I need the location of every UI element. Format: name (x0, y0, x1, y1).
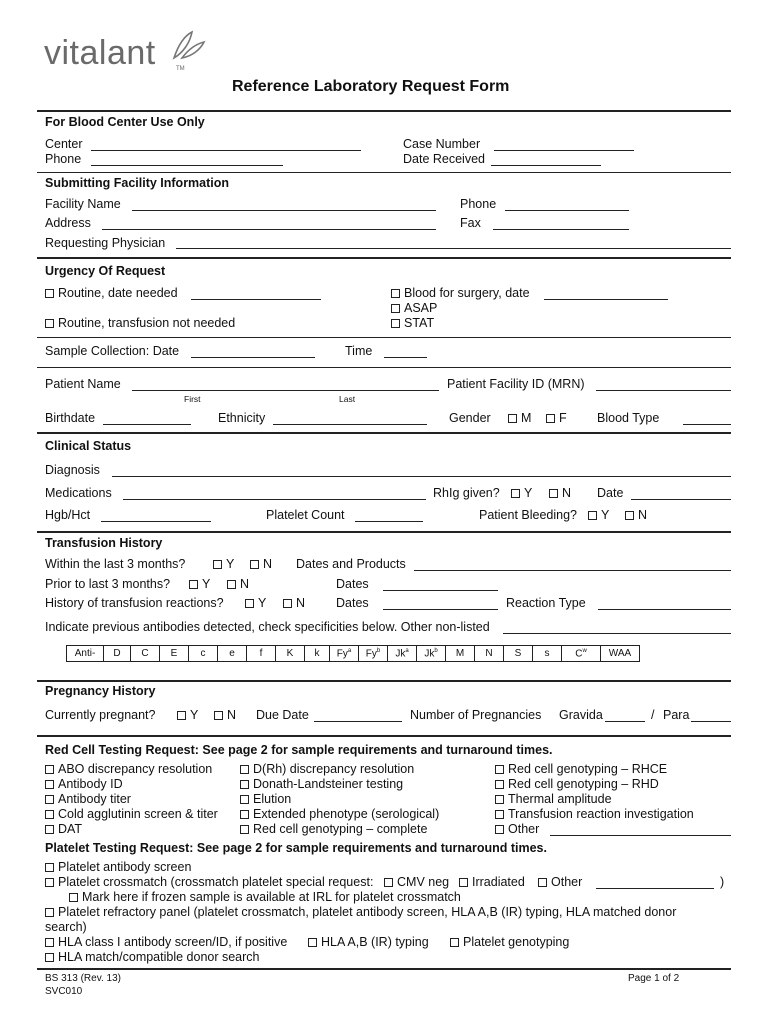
prior3-yes-checkbox[interactable]: Y (189, 577, 210, 591)
red-cell-other-field[interactable] (550, 835, 731, 836)
red-cell-test-checkbox[interactable]: Elution (240, 792, 439, 807)
divider (37, 531, 731, 533)
section-heading-platelet: Platelet Testing Request: See page 2 for sample requirements and turnaround times. (45, 841, 547, 855)
prior-dates-label: Dates (336, 577, 369, 591)
rhig-yes-checkbox[interactable]: Y (511, 486, 532, 500)
red-cell-col1 (45, 762, 218, 837)
reaction-dates-label: Dates (336, 596, 369, 610)
prior3-no-checkbox[interactable]: N (227, 577, 249, 591)
page-number: Page 1 of 2 (628, 973, 680, 984)
stat-checkbox[interactable]: STAT (391, 316, 434, 330)
divider (37, 337, 731, 338)
center-label: Center (45, 137, 83, 151)
divider (37, 735, 731, 737)
antibody-cell[interactable]: Jk$^b$ (417, 646, 446, 662)
platelet-count-label: Platelet Count (266, 508, 345, 522)
red-cell-col2 (240, 762, 439, 837)
antibody-cell[interactable]: C (131, 646, 160, 662)
case-number-field[interactable] (494, 150, 634, 151)
bleeding-no-checkbox[interactable]: N (625, 508, 647, 522)
due-date-field[interactable] (314, 721, 402, 722)
num-pregnancies-label: Number of Pregnancies (410, 708, 542, 722)
reaction-type-label: Reaction Type (506, 596, 586, 610)
currently-pregnant-label: Currently pregnant? (45, 708, 156, 722)
last3-no-checkbox[interactable]: N (250, 557, 272, 571)
antibody-table (66, 645, 640, 662)
center-field[interactable] (91, 150, 361, 151)
surgery-checkbox[interactable]: Blood for surgery, date (391, 286, 530, 300)
antibody-cell[interactable]: Fy$^a$ (330, 646, 359, 662)
antibody-cell[interactable]: e (218, 646, 247, 662)
last-name-caption: Last (339, 394, 356, 404)
red-cell-test-checkbox[interactable]: DAT (45, 822, 218, 837)
routine-date-checkbox[interactable]: Routine, date needed (45, 286, 178, 300)
red-cell-col3 (495, 762, 694, 837)
platelet-genotyping-checkbox[interactable]: Platelet genotyping (450, 935, 569, 949)
physician-label: Requesting Physician (45, 236, 166, 250)
surgery-date-field[interactable] (544, 299, 668, 300)
red-cell-test-checkbox[interactable]: Transfusion reaction investigation (495, 807, 694, 822)
case-number-label: Case Number (403, 137, 481, 151)
pregnant-no-checkbox[interactable]: N (214, 708, 236, 722)
antibody-cell[interactable]: S (504, 646, 533, 662)
divider (37, 257, 731, 259)
trademark: TM (176, 66, 185, 72)
antibodies-label: Indicate previous antibodies detected, check specificities below. Other non-listed (45, 620, 490, 634)
rhig-no-checkbox[interactable]: N (549, 486, 571, 500)
sample-time-label: Time (345, 344, 373, 358)
gravida-field[interactable] (605, 721, 645, 722)
facility-name-label: Facility Name (45, 197, 121, 211)
red-cell-test-checkbox[interactable]: Red cell genotyping – RHCE (495, 762, 694, 777)
hla-match-checkbox[interactable]: HLA match/compatible donor search (45, 950, 260, 964)
table-row (67, 646, 640, 662)
antibody-cell[interactable]: $C^w$ (562, 646, 601, 662)
refractory-panel-cont: search) (45, 920, 87, 934)
gender-m-checkbox[interactable]: M (508, 411, 531, 425)
medications-field[interactable] (123, 499, 426, 500)
prior3-label: Prior to last 3 months? (45, 577, 171, 591)
routine-date-field[interactable] (191, 299, 321, 300)
section-heading-facility: Submitting Facility Information (45, 176, 230, 190)
facility-phone-label: Phone (460, 197, 497, 211)
vitalant-logo: vitalant (44, 34, 156, 72)
red-cell-test-checkbox[interactable]: Thermal amplitude (495, 792, 694, 807)
facility-name-field[interactable] (132, 210, 436, 211)
divider (37, 110, 731, 112)
gender-f-checkbox[interactable]: F (546, 411, 567, 425)
center-phone-field[interactable] (91, 165, 283, 166)
reaction-dates-field[interactable] (383, 609, 498, 610)
section-heading-urgency: Urgency Of Request (45, 264, 166, 278)
section-heading-clinical: Clinical Status (45, 439, 132, 453)
antibody-cell[interactable]: k (305, 646, 330, 662)
platelet-count-field[interactable] (355, 521, 423, 522)
red-cell-test-checkbox[interactable]: Antibody ID (45, 777, 218, 792)
due-date-label: Due Date (256, 708, 309, 722)
diagnosis-label: Diagnosis (45, 463, 100, 477)
antibody-cell[interactable]: WAA (601, 646, 640, 662)
hgb-label: Hgb/Hct (45, 508, 91, 522)
leaf-logo-icon (170, 28, 208, 62)
platelet-other-field[interactable] (596, 888, 714, 889)
divider (37, 680, 731, 682)
dates-products-label: Dates and Products (296, 557, 406, 571)
antibody-cell[interactable]: E (160, 646, 189, 662)
section-heading-blood-center: For Blood Center Use Only (45, 115, 205, 129)
physician-field[interactable] (176, 248, 731, 249)
divider (37, 432, 731, 434)
platelet-other-checkbox[interactable]: Other (538, 875, 582, 889)
asap-checkbox[interactable]: ASAP (391, 301, 437, 315)
birthdate-label: Birthdate (45, 411, 96, 425)
first-name-caption: First (184, 394, 201, 404)
antibody-cell[interactable]: D (104, 646, 131, 662)
hla-class-i-checkbox[interactable]: HLA class I antibody screen/ID, if positive (45, 935, 287, 949)
divider (37, 367, 731, 368)
mrn-label: Patient Facility ID (MRN) (447, 377, 585, 391)
mrn-field[interactable] (596, 390, 731, 391)
gender-label: Gender (449, 411, 491, 425)
blood-type-field[interactable] (683, 424, 731, 425)
red-cell-test-checkbox[interactable]: Cold agglutinin screen & titer (45, 807, 218, 822)
form-number: BS 313 (Rev. 13) (45, 973, 121, 984)
antibody-cell[interactable]: Jk$^a$ (388, 646, 417, 662)
hla-ab-typing-checkbox[interactable]: HLA A,B (IR) typing (308, 935, 429, 949)
facility-phone-field[interactable] (505, 210, 629, 211)
antibody-cell[interactable]: Fy$^b$ (359, 646, 388, 662)
bleeding-label: Patient Bleeding? (479, 508, 577, 522)
irradiated-checkbox[interactable]: Irradiated (459, 875, 525, 889)
hgb-field[interactable] (101, 521, 211, 522)
rhig-date-label: Date (597, 486, 624, 500)
pregnant-yes-checkbox[interactable]: Y (177, 708, 198, 722)
bleeding-yes-checkbox[interactable]: Y (588, 508, 609, 522)
reactions-yes-checkbox[interactable]: Y (245, 596, 266, 610)
reactions-no-checkbox[interactable]: N (283, 596, 305, 610)
antibody-cell[interactable]: f (247, 646, 276, 662)
cmv-neg-checkbox[interactable]: CMV neg (384, 875, 449, 889)
rhig-label: RhIg given? (433, 486, 500, 500)
platelet-crossmatch-checkbox[interactable]: Platelet crossmatch (crossmatch platelet special request: (45, 875, 373, 889)
page-title: Reference Laboratory Request Form (232, 78, 510, 95)
antibody-cell[interactable]: M (446, 646, 475, 662)
antibody-cell[interactable]: s (533, 646, 562, 662)
para-label: Para (663, 708, 690, 722)
routine-transfusion-checkbox[interactable]: Routine, transfusion not needed (45, 316, 235, 330)
medications-label: Medications (45, 486, 112, 500)
red-cell-test-checkbox[interactable]: ABO discrepancy resolution (45, 762, 218, 777)
last3-label: Within the last 3 months? (45, 557, 186, 571)
rhig-date-field[interactable] (631, 499, 731, 500)
section-heading-transfusion: Transfusion History (45, 536, 163, 550)
red-cell-test-checkbox[interactable]: Red cell genotyping – complete (240, 822, 439, 837)
patient-name-label: Patient Name (45, 377, 121, 391)
dates-products-field[interactable] (414, 570, 731, 571)
address-field[interactable] (102, 229, 436, 230)
red-cell-test-checkbox[interactable]: Other (495, 822, 694, 837)
sample-date-field[interactable] (191, 357, 315, 358)
slash-text: / (651, 708, 655, 722)
patient-name-field[interactable] (132, 390, 439, 391)
phone-label: Phone (45, 152, 82, 166)
reactions-label: History of transfusion reactions? (45, 596, 224, 610)
date-received-label: Date Received (403, 152, 485, 166)
fax-field[interactable] (493, 229, 629, 230)
red-cell-test-checkbox[interactable]: Donath-Landsteiner testing (240, 777, 439, 792)
divider (37, 172, 731, 173)
date-received-field[interactable] (491, 165, 601, 166)
para-field[interactable] (691, 721, 731, 722)
other-antibodies-field[interactable] (503, 633, 731, 634)
diagnosis-field[interactable] (112, 476, 731, 477)
gravida-label: Gravida (559, 708, 603, 722)
reaction-type-field[interactable] (598, 609, 731, 610)
antibody-cell[interactable]: c (189, 646, 218, 662)
form-code: SVC010 (45, 986, 83, 997)
antibody-cell[interactable]: N (475, 646, 504, 662)
divider (37, 968, 731, 970)
prior-dates-field[interactable] (383, 590, 498, 591)
close-paren: ) (720, 875, 725, 889)
ethnicity-label: Ethnicity (218, 411, 266, 425)
last3-yes-checkbox[interactable]: Y (213, 557, 234, 571)
antibody-cell[interactable]: K (276, 646, 305, 662)
red-cell-test-checkbox[interactable]: Antibody titer (45, 792, 218, 807)
fax-label: Fax (460, 216, 481, 230)
ethnicity-field[interactable] (273, 424, 427, 425)
antibody-cell: Anti- (67, 646, 104, 662)
birthdate-field[interactable] (103, 424, 191, 425)
frozen-sample-checkbox[interactable]: Mark here if frozen sample is available at IRL for platelet crossmatch (69, 890, 461, 904)
red-cell-test-checkbox[interactable]: Extended phenotype (serological) (240, 807, 439, 822)
red-cell-test-checkbox[interactable]: Red cell genotyping – RHD (495, 777, 694, 792)
refractory-panel-checkbox[interactable]: Platelet refractory panel (platelet crossmatch, platelet antibody screen, HLA A,B (IR) typing, HLA matched donor (45, 905, 676, 919)
section-heading-pregnancy: Pregnancy History (45, 684, 156, 698)
platelet-screen-checkbox[interactable]: Platelet antibody screen (45, 860, 191, 874)
red-cell-test-checkbox[interactable]: D(Rh) discrepancy resolution (240, 762, 439, 777)
blood-type-label: Blood Type (597, 411, 660, 425)
sample-date-label: Sample Collection: Date (45, 344, 180, 358)
section-heading-red-cell: Red Cell Testing Request: See page 2 for sample requirements and turnaround times. (45, 743, 553, 757)
sample-time-field[interactable] (384, 357, 427, 358)
address-label: Address (45, 216, 91, 230)
